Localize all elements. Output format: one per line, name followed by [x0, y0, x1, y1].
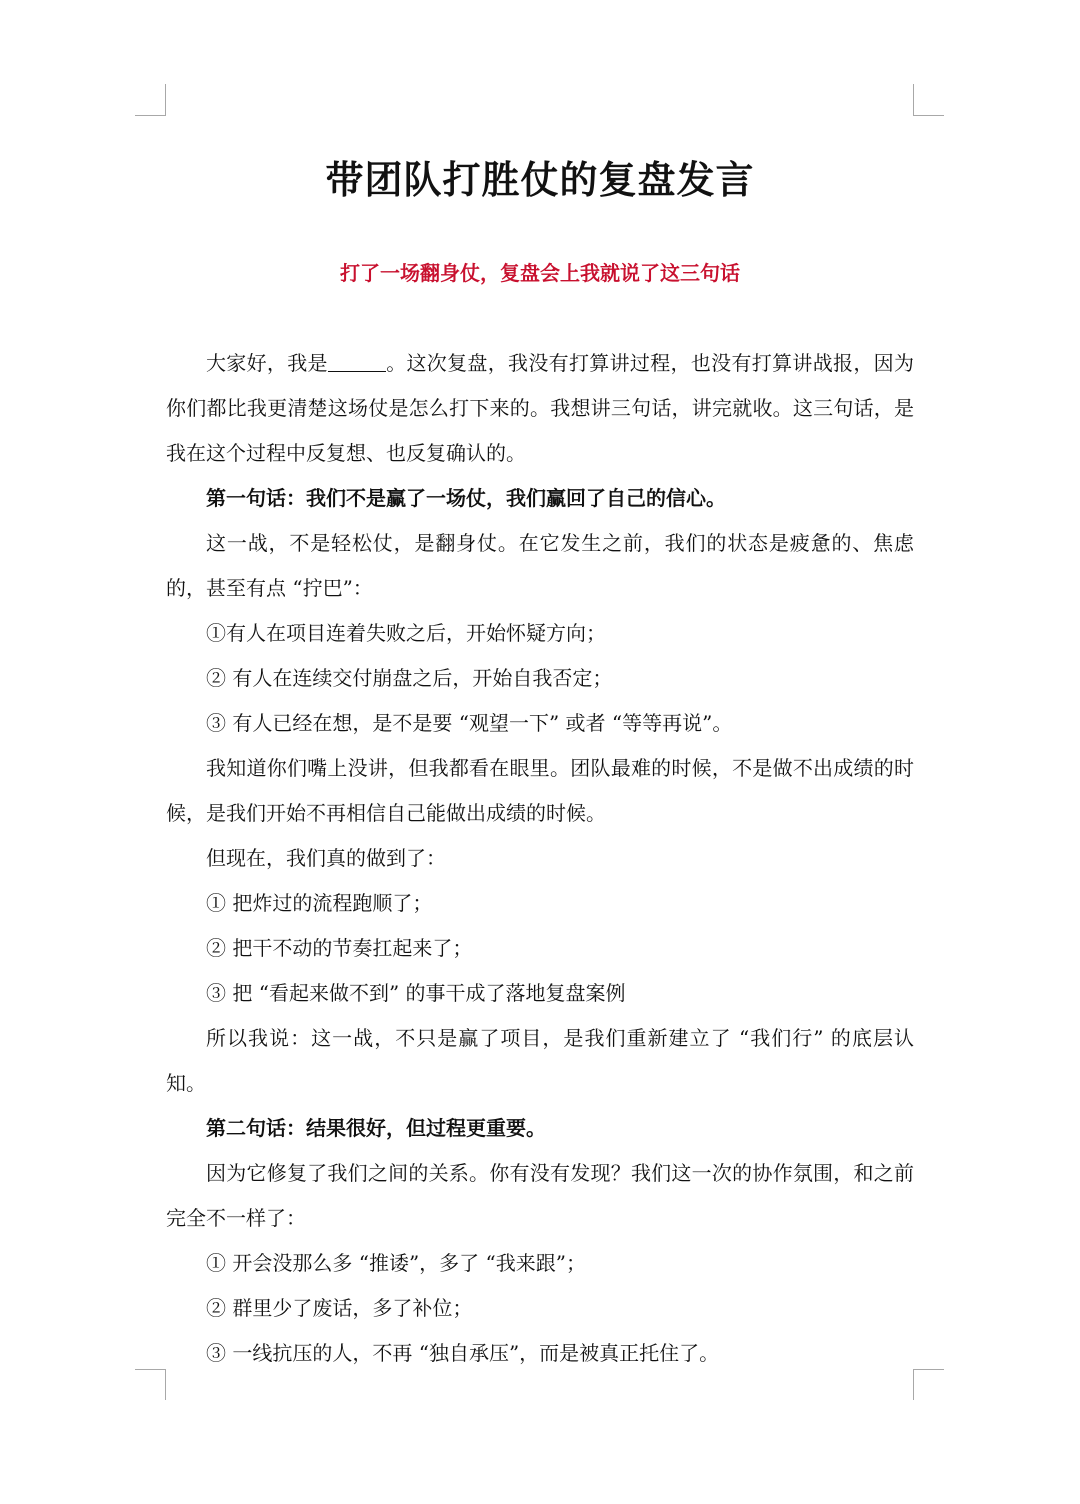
- list-item: ① 把炸过的流程跑顺了；: [206, 891, 433, 915]
- list-item: ① 开会没那么多 “推诿”，多了 “我来跟”；: [206, 1251, 586, 1275]
- intro-before-blank: 大家好，我是: [206, 351, 328, 375]
- intro-after-blank: 。这次复盘，我没有打算讲过程，也没有打算讲战报，因为你们都比我更清楚这场仗是怎么打下来的。我想讲三句话，讲完就收。这三句话，是我在这个过程中反复想、也反复确认的。: [166, 351, 914, 465]
- list-item: ② 有人在连续交付崩盘之后，开始自我否定；: [206, 666, 613, 690]
- crop-mark-top-left-horizontal: [135, 115, 166, 116]
- crop-mark-bottom-left-horizontal: [135, 1369, 166, 1370]
- body-paragraph: 因为它修复了我们之间的关系。你有没有发现？我们这一次的协作氛围，和之前完全不一样了：: [166, 1161, 914, 1230]
- body-paragraph: 这一战，不是轻松仗，是翻身仗。在它发生之前，我们的状态是疲惫的、焦虑的，甚至有点 “拧巴”：: [166, 531, 914, 600]
- body-paragraph: 我知道你们嘴上没讲，但我都看在眼里。团队最难的时候，不是做不出成绩的时候，是我们开始不再相信自己能做出成绩的时候。: [166, 756, 914, 825]
- document-body: [166, 341, 914, 1376]
- crop-mark-top-left-vertical: [165, 84, 166, 115]
- document-subtitle: 打了一场翻身仗，复盘会上我就说了这三句话: [340, 261, 740, 285]
- section-heading-1: 第一句话：我们不是赢了一场仗，我们赢回了自己的信心。: [206, 486, 726, 510]
- list-item: ③ 有人已经在想，是不是要 “观望一下” 或者 “等等再说”。: [206, 711, 733, 735]
- list-item: ③ 一线抗压的人，不再 “独自承压”，而是被真正托住了。: [206, 1341, 720, 1365]
- list-item: ①有人在项目连着失败之后，开始怀疑方向；: [206, 621, 606, 645]
- intro-paragraph: [166, 341, 914, 476]
- name-blank: [328, 351, 386, 372]
- list-item: ② 把干不动的节奏扛起来了；: [206, 936, 473, 960]
- crop-mark-top-right-vertical: [913, 84, 914, 115]
- list-item: ② 群里少了废话，多了补位；: [206, 1296, 473, 1320]
- document-title: 带团队打胜仗的复盘发言: [325, 157, 755, 202]
- section-heading-2: 第二句话：结果很好，但过程更重要。: [206, 1116, 546, 1140]
- crop-mark-top-right-horizontal: [913, 115, 944, 116]
- list-item: ③ 把 “看起来做不到” 的事干成了落地复盘案例: [206, 981, 626, 1005]
- body-paragraph: 所以我说：这一战，不只是赢了项目，是我们重新建立了 “我们行” 的底层认知。: [166, 1026, 914, 1095]
- crop-mark-bottom-right-horizontal: [913, 1369, 944, 1370]
- body-paragraph: 但现在，我们真的做到了：: [206, 846, 446, 870]
